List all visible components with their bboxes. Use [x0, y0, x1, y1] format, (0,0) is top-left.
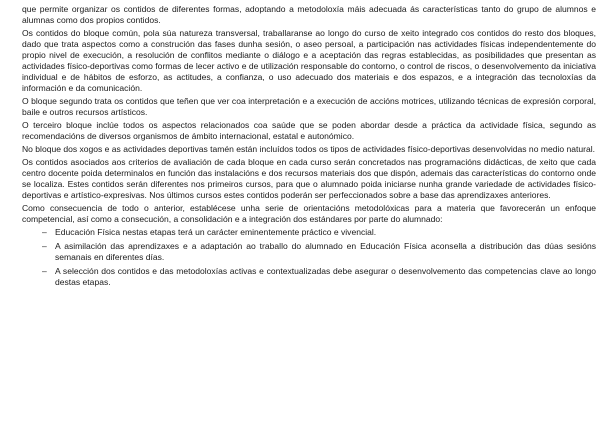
list-item-text: A asimilación das aprendizaxes e a adaptación ao traballo do alumnado en Educación Física aconsella a distribución das dúas sesións semanais en diferentes días.	[55, 241, 596, 262]
list-item	[42, 227, 596, 238]
dash-marker: –	[42, 227, 47, 237]
dash-marker: –	[42, 241, 47, 251]
paragraph-games-block: No bloque dos xogos e as actividades deportivas tamén están incluídos todos os tipos de actividades físico-deportivas desenvolvidas no medio natural.	[22, 144, 595, 154]
list-item-text: Educación Física nestas etapas terá un carácter eminentemente práctico e vivencial.	[55, 227, 377, 237]
paragraph-common-block: Os contidos do bloque común, pola súa natureza transversal, traballaranse ao longo do curso de xeito integrado cos contidos do resto dos bloques, dado que trata aspectos como a construción das fases dunha sesión, o aseo persoal, a participación nas actividades físicas independentemente do propio nivel de execución, a resolución de conflitos mediante o diálogo e a aceptación das regras establecidas, as posibilidades que presentan as actividades físico-deportivas como formas de lecer activo e de utilización responsable do contorno, o control de riscos, o desenvolvemento da iniciativa individual e de hábitos de esforzo, as actitudes, a confianza, o uso adecuado dos materiais e dos espazos, e a integración das tecnoloxías da información e da comunicación.	[22, 28, 596, 93]
orientations-list	[22, 227, 596, 288]
paragraph-methodology-continuation: que permite organizar os contidos de diferentes formas, adoptando a metodoloxía máis adecuada ás características tanto do grupo de alumnos e alumnas como dos propios contidos.	[22, 4, 596, 25]
dash-marker: –	[42, 266, 47, 276]
paragraph-methodological-orientations: Como consecuencia de todo o anterior, establécese unha serie de orientacións metodolóxicas para a materia que favorecerán un enfoque competencial, así como a consecución, a consolidación e a integración dos estándares por parte do alumnado:	[22, 203, 596, 224]
list-item	[42, 266, 596, 288]
paragraph-third-block: O terceiro bloque inclúe todos os aspectos relacionados coa saúde que se poden abordar desde a práctica da actividade física, segundo as recomendacións de diversos organismos de ámbito internacional, estatal e autonómico.	[22, 120, 596, 141]
paragraph-second-block: O bloque segundo trata os contidos que teñen que ver coa interpretación e a execución de accións motrices, utilizando técnicas de expresión corporal, baile e outros recursos artísticos.	[22, 96, 596, 117]
list-item-text: A selección dos contidos e das metodoloxías activas e contextualizadas debe asegurar o desenvolvemento das competencias clave ao longo destas etapas.	[55, 266, 596, 287]
list-item	[42, 241, 596, 263]
paragraph-evaluation-criteria: Os contidos asociados aos criterios de avaliación de cada bloque en cada curso serán concretados nas programacións didácticas, de xeito que cada centro docente poida determinalos en función das instalacións e dos recursos materiais dos que dispón, ademais das características do contorno onde se localiza. Estes contidos serán diferentes nos primeiros cursos, para que o alumnado poida iniciarse nunha grande variedade de actividades físico-deportivas e artístico-expresivas. Nos últimos cursos estes contidos poderán ser perfeccionados sobre a base das aprendizaxes anteriores.	[22, 157, 596, 200]
